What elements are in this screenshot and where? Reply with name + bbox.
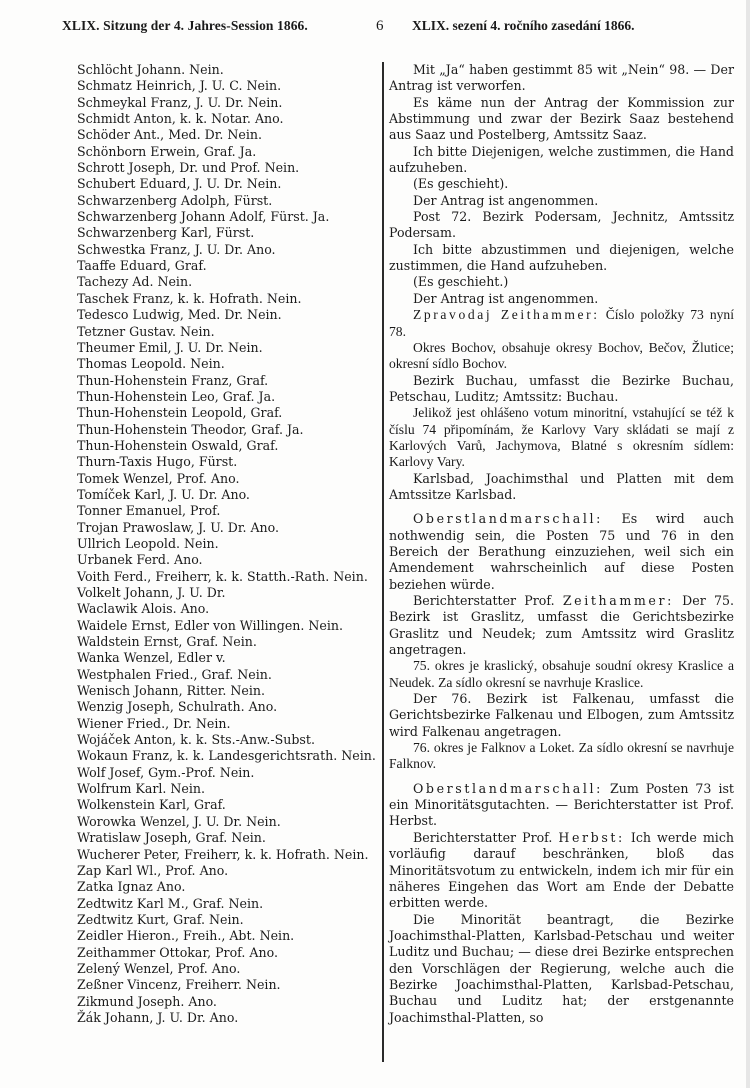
vote-list-entry: Westphalen Fried., Graf. Nein. <box>77 666 272 682</box>
paragraph: (Es geschieht.) <box>413 274 509 290</box>
paragraph: Es käme nun der Antrag der Kommission zur Abstimmung und zwar der Bezirk Saaz bestehend aus Saaz und Postelberg, Amtssitz Saaz. <box>389 94 734 143</box>
vote-list-entry: Schlöcht Johann. Nein. <box>77 62 224 77</box>
vote-list-entry: Theumer Emil, J. U. Dr. Nein. <box>77 339 263 355</box>
vote-list-entry: Thun-Hohenstein Oswald, Graf. <box>77 437 279 453</box>
vote-list-entry: Worowka Wenzel, J. U. Dr. Nein. <box>77 813 281 829</box>
vote-list-entry: Thurn-Taxis Hugo, Fürst. <box>77 454 238 470</box>
vote-list-entry: Zedtwitz Karl M., Graf. Nein. <box>77 895 264 911</box>
paragraph: Der Antrag ist angenommen. <box>413 192 599 208</box>
speech-text: Ich werde mich vorläufig darauf beschränken, bloß das Minoritätsvotum zu entwickeln, indem ich mir für ein näheres Eingehen das Wort am Ende der Debatte erbitten werde. <box>389 829 734 911</box>
paragraph: Post 72. Bezirk Podersam, Jechnitz, Amtssitz Podersam. <box>389 209 734 241</box>
vote-list-entry: Tedesco Ludwig, Med. Dr. Nein. <box>77 307 282 323</box>
speaker-title: Berichterstatter Prof. <box>413 829 559 845</box>
speech-text: Der 75. Bezirk ist Graslitz, umfasst die Gerichtsbezirke Graslitz und Neudek; zum Amtssitz wird Graslitz angetragen. <box>389 593 734 658</box>
speech-text: Es wird auch nothwendig sein, die Posten 75 und 76 in den Bereich der Berathung einzuziehen, weil sich ein Amendement wahrscheinlich auf diese Posten beziehen würde. <box>389 511 734 592</box>
vote-list-entry: Schöder Ant., Med. Dr. Nein. <box>77 127 262 143</box>
vote-list-entry: Waldstein Ernst, Graf. Nein. <box>77 634 257 650</box>
paragraph <box>389 593 734 658</box>
paragraph: Ich bitte Diejenigen, welche zustimmen, die Hand aufzuheben. <box>389 143 734 176</box>
paragraph: Jelikož jest ohlášeno votum minoritní, vstahující se též k číslu 74 připomínám, že Karlovy Vary skládati se mají z Karlových Varů, Jachymova, Blatné s okresním sídlem: Karlovy Vary. <box>389 405 734 470</box>
vote-list-entry: Tomíček Karl, J. U. Dr. Ano. <box>77 486 250 502</box>
vote-list-entry: Zelený Wenzel, Prof. Ano. <box>77 960 241 976</box>
paragraph: Mit „Ja“ haben gestimmt 85 wit „Nein“ 98. — Der Antrag ist verworfen. <box>389 62 734 94</box>
proceedings-column <box>389 62 734 1026</box>
vote-list-entry: Thun-Hohenstein Leo, Graf. Ja. <box>77 388 276 404</box>
paragraph: (Es geschieht). <box>413 176 509 192</box>
vote-list-entry: Wucherer Peter, Freiherr, k. k. Hofrath. Nein. <box>77 846 369 862</box>
paragraph: 75. okres je kraslický, obsahuje soudní okresy Kraslice a Neudek. Za sídlo okresní se navrhuje Kraslice. <box>389 658 734 690</box>
paragraph: 76. okres je Falknov a Loket. Za sídlo okresní se navrhuje Falknov. <box>389 740 734 772</box>
vote-list-entry: Zikmund Joseph. Ano. <box>77 993 217 1009</box>
vote-list-entry: Voith Ferd., Freiherr, k. k. Statth.-Rath. Nein. <box>77 568 368 584</box>
paragraph: Karlsbad, Joachimsthal und Platten mit dem Amtssitze Karlsbad. <box>389 470 734 502</box>
vote-list-entry: Wenzig Joseph, Schulrath. Ano. <box>77 699 278 715</box>
page-edge <box>746 0 750 1088</box>
speech-text: Číslo položky 73 nyní 78. <box>389 307 734 339</box>
header-german-title: XLIX. Sitzung der 4. Jahres-Session 1866. <box>62 18 308 33</box>
vote-list-entry: Zeidler Hieron., Freih., Abt. Nein. <box>77 928 295 944</box>
vote-list-entry: Waidele Ernst, Edler von Willingen. Nein. <box>77 617 343 633</box>
vote-list-entry: Schwarzenberg Karl, Fürst. <box>77 225 255 241</box>
vote-list-entry: Ullrich Leopold. Nein. <box>77 535 219 551</box>
column-divider <box>382 62 384 1062</box>
vote-list-entry: Schmidt Anton, k. k. Notar. Ano. <box>77 111 284 127</box>
paragraph: Der Antrag ist angenommen. <box>413 290 599 306</box>
paragraph: Okres Bochov, obsahuje okresy Bochov, Bečov, Žlutice; okresní sídlo Bochov. <box>389 339 734 372</box>
vote-list-entry: Žák Johann, J. U. Dr. Ano. <box>77 1009 239 1025</box>
vote-list-entry: Thomas Leopold. Nein. <box>77 356 225 372</box>
vote-list-entry: Zap Karl Wl., Prof. Ano. <box>77 862 229 878</box>
paragraph: Der 76. Bezirk ist Falkenau, umfasst die Gerichtsbezirke Falkenau und Elbogen, zum Amtssitz wird Falkenau angetragen. <box>389 691 734 739</box>
vote-list-entry: Waclawik Alois. Ano. <box>77 601 210 617</box>
paragraph <box>389 307 734 340</box>
vote-list-entry: Taschek Franz, k. k. Hofrath. Nein. <box>77 290 302 306</box>
vote-list-entry: Wratislaw Joseph, Graf. Nein. <box>77 830 266 846</box>
paragraph <box>389 830 734 912</box>
speaker-name: Herbst: <box>558 829 625 845</box>
header-czech-title: XLIX. sezení 4. ročního zasedání 1866. <box>412 18 635 33</box>
vote-list-entry: Thun-Hohenstein Franz, Graf. <box>77 372 269 388</box>
vote-list-entry: Schubert Eduard, J. U. Dr. Nein. <box>77 176 282 192</box>
vote-list-entry: Trojan Prawoslaw, J. U. Dr. Ano. <box>77 519 280 535</box>
paragraph: Bezirk Buchau, umfasst die Bezirke Buchau, Petschau, Luditz; Amtssitz: Buchau. <box>389 372 734 404</box>
paragraph: Die Minorität beantragt, die Bezirke Joachimsthal-Platten, Karlsbad-Petschau und weiter Luditz und Buchau; — diese drei Bezirke entsprechen den Vorschlägen der Regierung, welche auch die Bezirke Joachimsthal-Platten, Karlsbad-Petschau, Buchau und Luditz hat; der erstgenannte Joachimsthal-Platten, so <box>389 911 734 1025</box>
vote-list-entry: Zeithammer Ottokar, Prof. Ano. <box>77 944 278 960</box>
speaker-name: Zpravodaj Zeithammer: <box>413 307 600 323</box>
vote-list-entry: Schwarzenberg Adolph, Fürst. <box>77 192 273 208</box>
vote-list-entry: Schmatz Heinrich, J. U. C. Nein. <box>77 78 282 94</box>
vote-list-entry: Wojáček Anton, k. k. Sts.-Anw.-Subst. <box>77 732 315 748</box>
vote-list-entry: Wanka Wenzel, Edler v. <box>77 650 226 666</box>
speaker-name: Oberstlandmarschall: <box>413 511 603 527</box>
vote-list-entry: Schrott Joseph, Dr. und Prof. Nein. <box>77 160 300 176</box>
vote-list-entry: Volkelt Johann, J. U. Dr. <box>77 585 226 600</box>
paragraph <box>389 511 734 593</box>
vote-list-entry: Zedtwitz Kurt, Graf. Nein. <box>77 911 244 927</box>
vote-list-entry: Tomek Wenzel, Prof. Ano. <box>77 470 240 486</box>
page-number: 6 <box>376 18 384 34</box>
vote-list-entry: Wolf Josef, Gym.-Prof. Nein. <box>77 764 255 780</box>
paragraph: Ich bitte abzustimmen und diejenigen, welche zustimmen, die Hand aufzuheben. <box>389 241 734 274</box>
speaker-name: Zeithammer: <box>562 593 674 608</box>
vote-list-entry: Tetzner Gustav. Nein. <box>77 323 215 339</box>
vote-list-entry: Schwestka Franz, J. U. Dr. Ano. <box>77 241 276 257</box>
vote-list-entry: Zeßner Vincenz, Freiherr. Nein. <box>77 977 281 993</box>
vote-list-entry: Wolkenstein Karl, Graf. <box>77 797 226 813</box>
speaker-name: Oberstlandmarschall: <box>413 780 603 796</box>
vote-list-entry: Wiener Fried., Dr. Nein. <box>77 715 231 731</box>
vote-list-entry: Schönborn Erwein, Graf. Ja. <box>77 143 257 159</box>
vote-list-entry: Wokaun Franz, k. k. Landesgerichtsrath. Nein. <box>77 748 376 764</box>
vote-list-entry: Tachezy Ad. Nein. <box>77 274 193 290</box>
vote-list-entry: Thun-Hohenstein Theodor, Graf. Ja. <box>77 421 304 437</box>
speaker-title: Berichterstatter Prof. <box>413 593 563 608</box>
paragraph <box>389 781 734 830</box>
vote-list-entry: Taaffe Eduard, Graf. <box>77 258 207 274</box>
vote-list-entry: Urbanek Ferd. Ano. <box>77 552 203 568</box>
vote-list-entry: Wolfrum Karl. Nein. <box>77 781 206 797</box>
vote-list-entry: Schwarzenberg Johann Adolf, Fürst. Ja. <box>77 209 330 225</box>
vote-list-entry: Wenisch Johann, Ritter. Nein. <box>77 683 265 699</box>
speech-text: Zum Posten 73 ist ein Minoritätsgutachten. — Berichterstatter ist Prof. Herbst. <box>389 780 734 829</box>
running-header <box>0 18 750 38</box>
vote-list-entry: Thun-Hohenstein Leopold, Graf. <box>77 405 283 421</box>
vote-list-entry: Tonner Emanuel, Prof. <box>77 503 221 519</box>
vote-list-column <box>77 62 377 1026</box>
vote-list-entry: Zatka Ignaz Ano. <box>77 879 186 895</box>
vote-list-entry: Schmeykal Franz, J. U. Dr. Nein. <box>77 94 283 110</box>
